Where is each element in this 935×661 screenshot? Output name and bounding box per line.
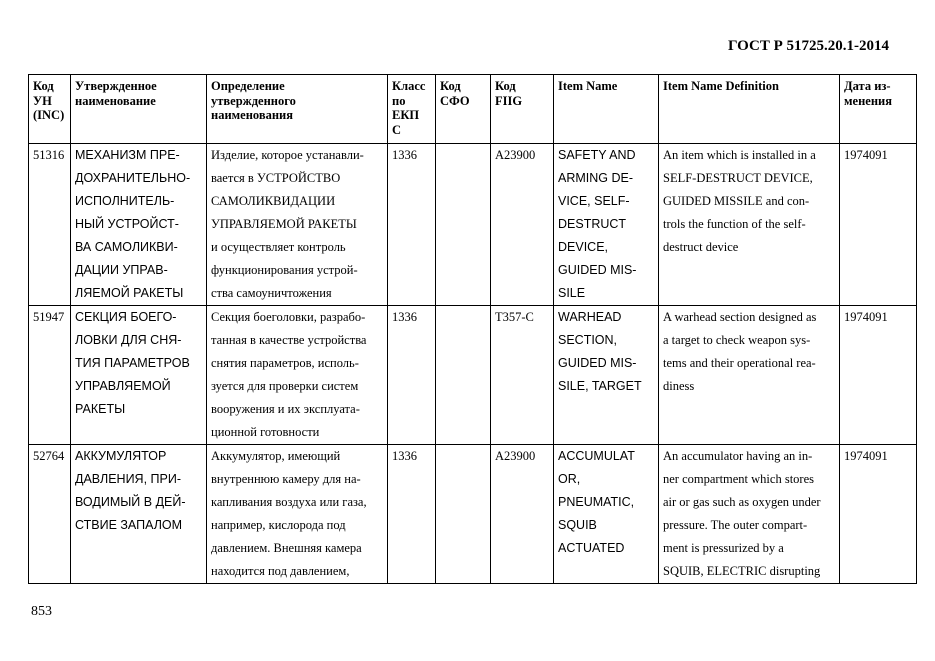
cell-line: УПРАВЛЯЕМОЙ РАКЕТЫ [211,217,357,231]
header-line: УН [33,93,52,108]
cell-line: SECTION, [558,333,618,347]
cell-approved-name [71,445,207,584]
col-header-definition [207,75,388,144]
cell-fiig: A23900 [491,144,554,306]
cell-definition [207,306,388,445]
header-line: Код [440,79,461,93]
cell-line: НЫЙ УСТРОЙСТ- [75,217,179,231]
cell-line: снятия параметров, исполь- [211,356,359,370]
cell-line: GUIDED MIS- [558,356,637,370]
cell-line: SQUIB, ELECTRIC disrupting [663,564,821,578]
cell-item-def [659,144,840,306]
cell-fiig: A23900 [491,445,554,584]
cell-inc: 51947 [29,306,71,445]
cell-line: OR, [558,472,581,486]
cell-date: 1974091 [840,144,917,306]
cell-line: SILE, TARGET [558,379,642,393]
cell-line: ЛЯЕМОЙ РАКЕТЫ [75,286,184,300]
cell-line: АККУМУЛЯТОР [75,449,167,463]
header-line: Дата из- [844,79,891,93]
cell-line: СЕКЦИЯ БОЕГО- [75,310,177,324]
cell-line: и осуществляет контроль [211,240,346,254]
cell-line: ВОДИМЫЙ В ДЕЙ- [75,495,186,509]
cell-item-def [659,445,840,584]
cell-line: A warhead section designed as [663,310,817,324]
header-line: по [392,93,406,108]
cell-line: внутреннюю камеру для на- [211,472,361,486]
cell-line: WARHEAD [558,310,622,324]
cell-definition [207,445,388,584]
cell-approved-name [71,144,207,306]
cell-fiig: T357-C [491,306,554,445]
cell-line: ACTUATED [558,541,625,555]
cell-line: ИСПОЛНИТЕЛЬ- [75,194,175,208]
col-header-class [388,75,436,144]
cell-line: ЛОВКИ ДЛЯ СНЯ- [75,333,182,347]
cell-line: РАКЕТЫ [75,402,126,416]
header-line: менения [844,93,892,108]
cell-line: GUIDED MIS- [558,263,637,277]
cell-approved-name [71,306,207,445]
cell-item-name [554,445,659,584]
cell-line: DEVICE, [558,240,609,254]
header-line: С [392,122,402,137]
cell-line: Аккумулятор, имеющий [211,449,341,463]
cell-sfo [436,306,491,445]
page-number: 853 [31,604,52,619]
header-line: СФО [440,93,470,108]
cell-class: 1336 [388,144,436,306]
table-row [29,306,917,445]
col-header-approved-name [71,75,207,144]
header-line: Код [495,79,516,93]
cell-definition [207,144,388,306]
cell-date: 1974091 [840,306,917,445]
col-header-inc [29,75,71,144]
cell-line: ства самоуничтожения [211,286,332,300]
cell-line: ment is pressurized by a [663,541,784,555]
cell-line: ТИЯ ПАРАМЕТРОВ [75,356,190,370]
cell-line: PNEUMATIC, [558,495,635,509]
header-line: Класс [392,79,426,93]
cell-line: находится под давлением, [211,564,350,578]
cell-line: танная в качестве устройства [211,333,367,347]
cell-line: a target to check weapon sys- [663,333,811,347]
header-line: Определение [211,79,285,93]
table-row [29,144,917,306]
cell-line: например, кислорода под [211,518,346,532]
cell-line: SQUIB [558,518,597,532]
cell-line: GUIDED MISSILE and con- [663,194,810,208]
cell-line: Изделие, которое устанавли- [211,148,364,162]
cell-line: diness [663,379,695,393]
cell-inc: 52764 [29,445,71,584]
cell-line: САМОЛИКВИДАЦИИ [211,194,336,208]
cell-line: VICE, SELF- [558,194,630,208]
cell-line: капливания воздуха или газа, [211,495,367,509]
header-line: наименование [75,93,156,108]
cell-line: УПРАВЛЯЕМОЙ [75,379,171,393]
cell-date: 1974091 [840,445,917,584]
cell-line: ner compartment which stores [663,472,814,486]
cell-line: air or gas such as oxygen under [663,495,821,509]
col-header-fiig [491,75,554,144]
header-line: ЕКП [392,108,420,122]
header-line: наименования [211,108,294,122]
table-row [29,445,917,584]
col-header-item-name [554,75,659,144]
cell-line: ционной готовности [211,425,320,439]
cell-inc: 51316 [29,144,71,306]
cell-line: Секция боеголовки, разрабо- [211,310,366,324]
cell-line: вается в УСТРОЙСТВО [211,171,341,185]
cell-line: ACCUMULAT [558,449,635,463]
cell-line: зуется для проверки систем [211,379,359,393]
cell-line: destruct device [663,240,739,254]
cell-line: ДАВЛЕНИЯ, ПРИ- [75,472,181,486]
cell-item-name [554,306,659,445]
header-line: Item Name [558,79,618,93]
cell-line: ДОХРАНИТЕЛЬНО- [75,171,191,185]
header-line: FIIG [495,93,523,108]
cell-class: 1336 [388,445,436,584]
header-line: Item Name Definition [663,79,779,93]
header-line: утвержденного [211,93,296,108]
document-code: ГОСТ Р 51725.20.1-2014 [727,38,889,54]
cell-line: pressure. The outer compart- [663,518,808,532]
cell-line: ДАЦИИ УПРАВ- [75,263,168,277]
cell-line: An item which is installed in a [663,148,816,162]
table-header-row [29,75,917,144]
catalog-table [28,74,917,584]
cell-line: SAFETY AND [558,148,636,162]
cell-line: СТВИЕ ЗАПАЛОМ [75,518,183,532]
cell-line: функционирования устрой- [211,263,358,277]
cell-sfo [436,144,491,306]
cell-line: SILE [558,286,586,300]
cell-line: tems and their operational rea- [663,356,816,370]
cell-line: ARMING DE- [558,171,633,185]
cell-line: давлением. Внешняя камера [211,541,362,555]
cell-item-name [554,144,659,306]
cell-line: An accumulator having an in- [663,449,813,463]
cell-line: trols the function of the self- [663,217,806,231]
cell-sfo [436,445,491,584]
cell-line: DESTRUCT [558,217,627,231]
cell-item-def [659,306,840,445]
cell-line: вооружения и их эксплуата- [211,402,360,416]
col-header-date [840,75,917,144]
col-header-item-def [659,75,840,144]
header-line: Код [33,79,54,93]
col-header-sfo [436,75,491,144]
cell-line: МЕХАНИЗМ ПРЕ- [75,148,180,162]
cell-line: SELF-DESTRUCT DEVICE, [663,171,813,185]
header-line: (INC) [33,108,65,122]
cell-class: 1336 [388,306,436,445]
cell-line: ВА САМОЛИКВИ- [75,240,178,254]
header-line: Утвержденное [75,79,157,93]
